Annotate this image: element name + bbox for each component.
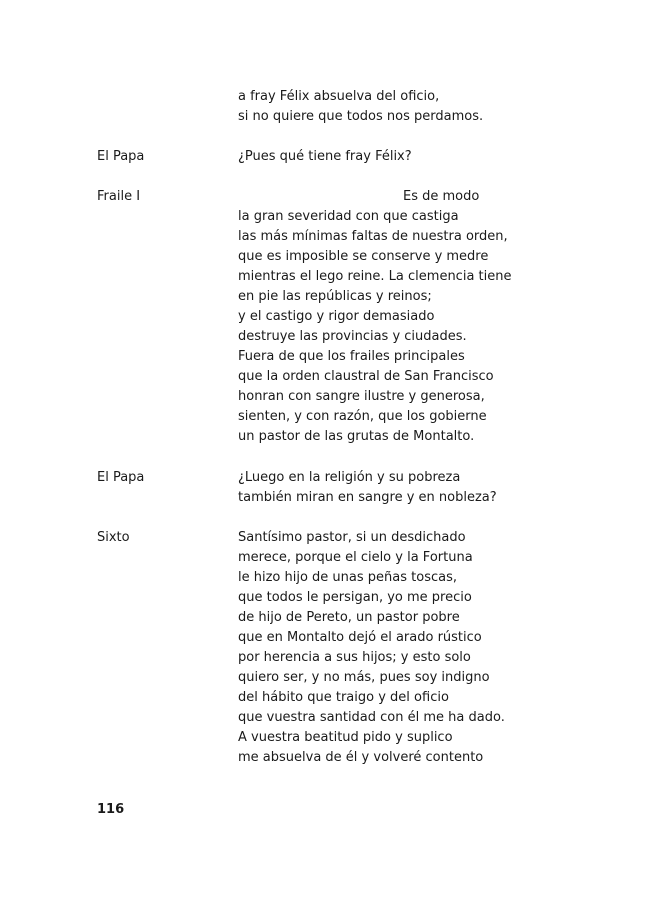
verse-line: que vuestra santidad con él me ha dado.	[238, 710, 505, 725]
verse-group	[238, 147, 412, 167]
verse-line: que la orden claustral de San Francisco	[238, 369, 494, 384]
verse-line: a fray Félix absuelva del oficio,	[238, 89, 440, 104]
verse-line: que todos le persigan, yo me precio	[238, 590, 472, 605]
verse-line: la gran severidad con que castiga	[238, 209, 459, 224]
speaker-name: Fraile I	[97, 189, 141, 204]
speaker-name: El Papa	[97, 149, 145, 164]
verse-line: mientras el lego reine. La clemencia tiene	[238, 269, 512, 284]
verse-line: Santísimo pastor, si un desdichado	[238, 530, 466, 545]
verse-line: de hijo de Pereto, un pastor pobre	[238, 610, 460, 625]
verse-line: que en Montalto dejó el arado rústico	[238, 630, 482, 645]
verse-line: A vuestra beatitud pido y suplico	[238, 730, 453, 745]
verse-line: sienten, y con razón, que los gobierne	[238, 409, 487, 424]
verse-line: por herencia a sus hijos; y esto solo	[238, 650, 471, 665]
verse-line: Fuera de que los frailes principales	[238, 349, 465, 364]
verse-group	[238, 528, 505, 768]
verse-line: que es imposible se conserve y medre	[238, 249, 489, 264]
verse-line: quiero ser, y no más, pues soy indigno	[238, 670, 490, 685]
verse-line: si no quiere que todos nos perdamos.	[238, 109, 484, 124]
verse-line: me absuelva de él y volveré contento	[238, 750, 484, 765]
verse-line: honran con sangre ilustre y generosa,	[238, 389, 485, 404]
speaker-name: El Papa	[97, 470, 145, 485]
verse-group	[238, 187, 512, 447]
verse-line: en pie las repúblicas y reinos;	[238, 289, 432, 304]
page-number: 116	[97, 802, 125, 817]
verse-group	[238, 87, 483, 127]
verse-line: las más mínimas faltas de nuestra orden,	[238, 229, 508, 244]
verse-line: ¿Luego en la religión y su pobreza	[238, 470, 461, 485]
verse-line: también miran en sangre y en nobleza?	[238, 490, 497, 505]
verse-line: un pastor de las grutas de Montalto.	[238, 429, 475, 444]
verse-line: merece, porque el cielo y la Fortuna	[238, 550, 473, 565]
verse-line: ¿Pues qué tiene fray Félix?	[238, 149, 412, 164]
verse-line: y el castigo y rigor demasiado	[238, 309, 435, 324]
verse-line: Es de modo	[403, 189, 480, 204]
speaker-name: Sixto	[97, 530, 130, 545]
verse-line: del hábito que traigo y del oficio	[238, 690, 449, 705]
verse-group	[238, 468, 497, 508]
verse-line: le hizo hijo de unas peñas toscas,	[238, 570, 457, 585]
verse-line: destruye las provincias y ciudades.	[238, 329, 467, 344]
